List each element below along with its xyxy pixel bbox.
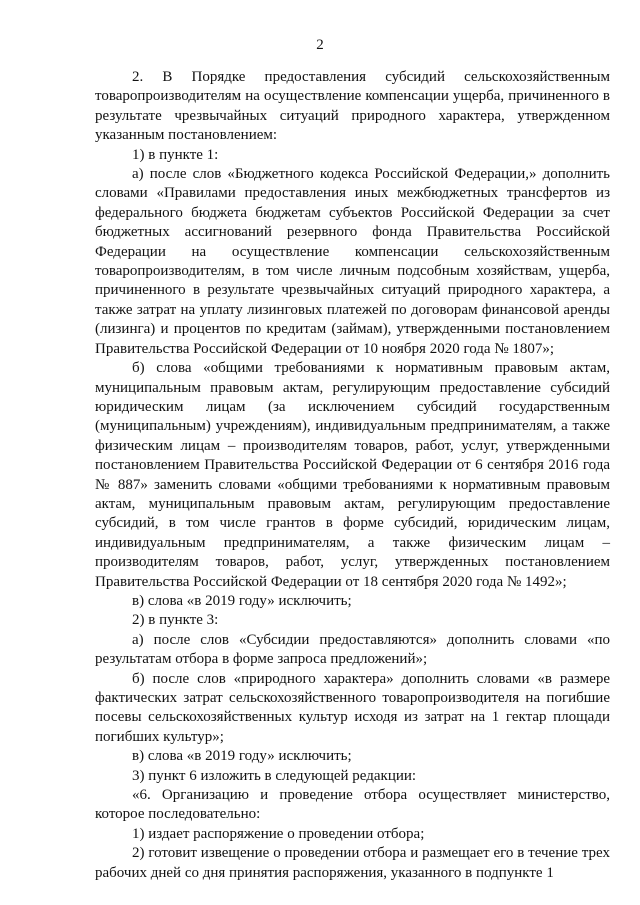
- paragraph-item-1a: а) после слов «Бюджетного кодекса Российской Федерации,» дополнить словами «Правилами предоставления иных межбюджетных трансфертов из федерального бюджета бюджетам субъектов Российской Федерации за счет бюджетных ассигнований резервного фонда Правительства Российской Федерации на осуществление компенсации сельскохозяйственным товаропроизводителям, в том числе личным подсобным хозяйствам, ущерба, причиненного в результате чрезвычайных ситуаций природного характера, а также затрат на уплату лизинговых платежей по договорам финансовой аренды (лизинга) и процентов по кредитам (займам), утвержденными постановлением Правительства Российской Федерации от 10 ноября 2020 года № 1807»;: [95, 166, 610, 357]
- paragraph-item-2v: в) слова «в 2019 году» исключить;: [132, 748, 352, 765]
- paragraph-point-6-sub-2: 2) готовит извещение о проведении отбора и размещает его в течение трех рабочих дней со дня принятия распоряжения, указанного в подпункте 1: [95, 845, 610, 881]
- paragraph-point-6-sub-1: 1) издает распоряжение о проведении отбора;: [132, 825, 425, 842]
- page-number: 2: [316, 37, 324, 53]
- paragraph-item-1: 1) в пункте 1:: [132, 146, 219, 163]
- paragraph-item-2a: а) после слов «Субсидии предоставляются» дополнить словами «по результатам отбора в форме запроса предложений»;: [95, 631, 610, 668]
- document-body: [95, 68, 610, 883]
- paragraph-item-1b: б) слова «общими требованиями к нормативным правовым актам, муниципальным правовым актам, регулирующим предоставление субсидий юридическим лицам (за исключением субсидий государственным (муниципальным) учреждениям), индивидуальным предпринимателям, а также физическим лицам – производителям товаров, работ, услуг, утвержденными постановлением Правительства Российской Федерации от 6 сентября 2016 года № 887» заменить словами «общими требованиями к нормативным правовым актам, муниципальным правовым актам, регулирующим предоставление субсидий, в том числе грантов в форме субсидий, юридическим лицам, индивидуальным предпринимателям, а также физическим лицам – производителям товаров, работ, услуг, утвержденных постановлением Правительства Российской Федерации от 18 сентября 2020 года № 1492»;: [95, 360, 610, 590]
- paragraph-item-1v: в) слова «в 2019 году» исключить;: [132, 592, 352, 609]
- paragraph-point-6: «6. Организацию и проведение отбора осуществляет министерство, которое последовательно:: [95, 787, 610, 823]
- paragraph-2-order-amendments: 2. В Порядке предоставления субсидий сельскохозяйственным товаропроизводителям на осуществление компенсации ущерба, причиненного в результате чрезвычайных ситуаций природного характера, утвержденном указанным постановлением:: [95, 69, 610, 144]
- paragraph-item-3: 3) пункт 6 изложить в следующей редакции:: [132, 767, 417, 784]
- paragraph-item-2b: б) после слов «природного характера» дополнить словами «в размере фактических затрат сельскохозяйственного товаропроизводителя на погибшие посевы сельскохозяйственных культур исходя из затрат на 1 гектар площади погибших культур»;: [95, 670, 610, 745]
- paragraph-item-2: 2) в пункте 3:: [132, 612, 219, 629]
